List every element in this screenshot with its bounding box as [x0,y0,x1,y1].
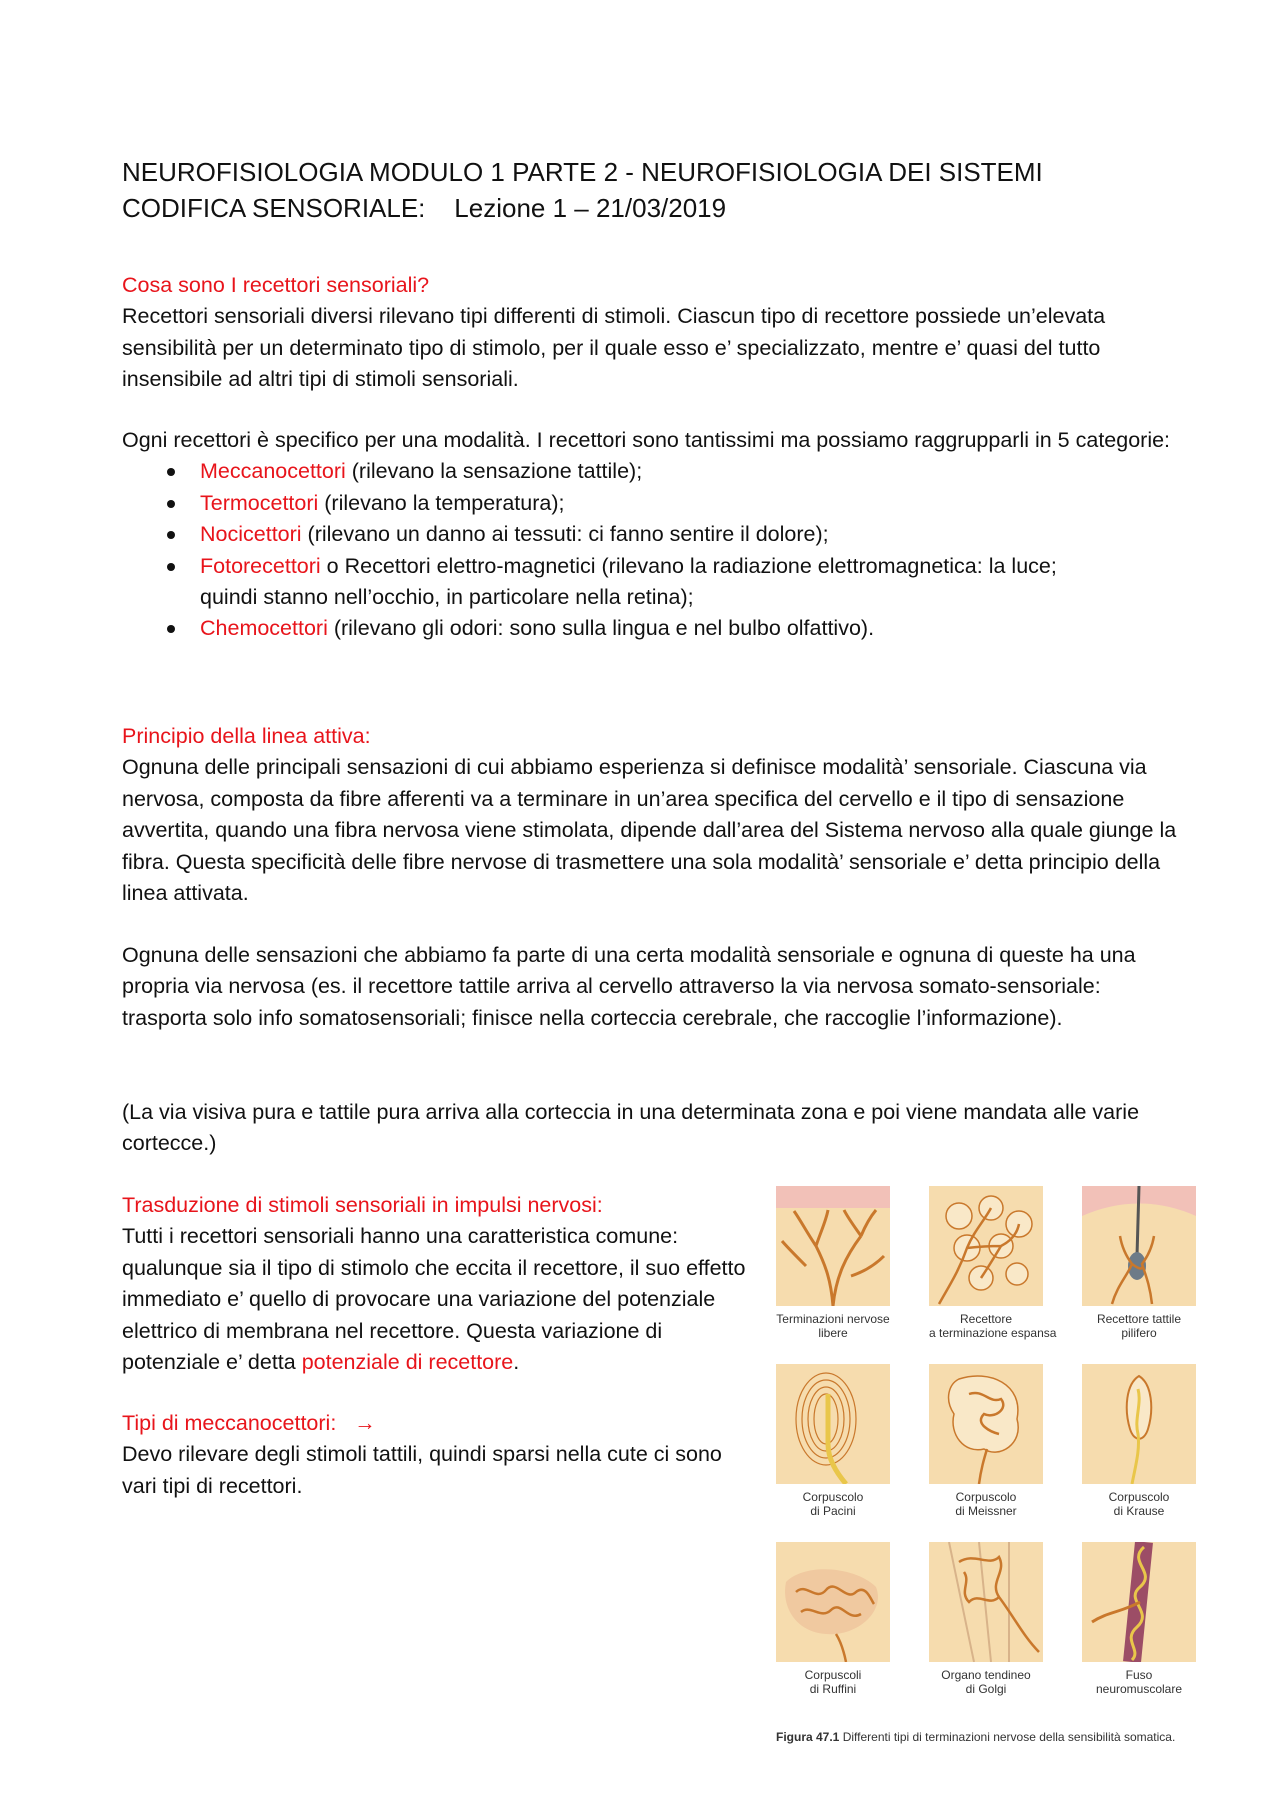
category-desc: (rilevano la temperatura); [318,490,565,515]
free-nerve-endings-illustration [776,1186,890,1306]
figure-cell [929,1186,1057,1340]
paragraph-text: Tutti i recettori sensoriali hanno una caratteristica comune: qualunque sia il tipo di stimolo che eccita il recettore, il suo effetto immediato e’ quello di provocare una variazione del potenziale elettrico di membrana nel recettore. Questa variazione di potenziale e’ detta [122,1224,746,1375]
figure-caption-text [776,1730,1196,1745]
paragraph: Ognuna delle sensazioni che abbiamo fa parte di una certa modalità sensoriale e ognuna di queste ha una propria via nervosa (es. il recettore tattile arriva al cervello attraverso la via nervosa somato-sensoriale: trasporta solo info somatosensoriali; finisce nella corteccia cerebrale, che raccoglie l’informazione). [122,943,1136,1030]
category-list [122,456,1182,644]
figure-description: Differenti tipi di terminazioni nervose della sensibilità somatica. [842,1730,1176,1744]
list-item [122,519,1182,550]
figure-caption: Fuso neuromuscolare [1095,1668,1183,1696]
figure-cell [776,1542,890,1696]
figure-caption: Corpuscoli di Ruffini [804,1668,862,1696]
figure-caption: Corpuscolo di Krause [1108,1490,1170,1518]
section-visual-tactile [122,1097,1182,1160]
paragraph-end: . [513,1350,520,1375]
figure-cell [1082,1186,1196,1340]
golgi-tendon-organ-illustration [929,1542,1043,1662]
title-line-2: CODIFICA SENSORIALE: Lezione 1 – 21/03/2019 [122,193,727,223]
section-heading: Cosa sono I recettori sensoriali? [122,273,430,297]
figure-cell [776,1364,890,1518]
section-labeled-line [122,721,1182,909]
figure-caption: Terminazioni nervose libere [776,1312,890,1340]
category-desc: (rilevano la sensazione tattile); [345,459,643,484]
section-heading: Trasduzione di stimoli sensoriali in impulsi nervosi: [122,1193,603,1217]
figure-cell [1082,1364,1196,1518]
highlight-term: potenziale di recettore [301,1350,514,1375]
ruffini-corpuscles-illustration [776,1542,890,1662]
section-heading-line [122,1408,762,1439]
paragraph [122,1221,762,1378]
list-item [122,488,1182,519]
category-desc: (rilevano gli odori: sono sulla lingua e nel bulbo olfattivo). [327,616,875,641]
paragraph: Ogni recettori è specifico per una modalità. I recettori sono tantissimi ma possiamo raggrupparli in 5 categorie: [122,428,1171,452]
paragraph: (La via visiva pura e tattile pura arriva alla corteccia in una determinata zona e poi viene mandata alle varie cortecce.) [122,1100,1140,1156]
figure-caption: Corpuscolo di Meissner [955,1490,1017,1518]
pacinian-corpuscle-illustration [776,1364,890,1484]
hair-receptor-illustration [1082,1186,1196,1306]
krause-corpuscle-illustration [1082,1364,1196,1484]
section-transduction [122,1190,762,1378]
paragraph: Ognuna delle principali sensazioni di cui abbiamo esperienza si definisce modalità’ sensoriale. Ciascuna via nervosa, composta da fibre afferenti va a terminare in un’area specifica del cervello e il tipo di sensazione avvertita, quando una fibra nervosa viene stimolata, dipende dall’area del Sistema nervoso alla quale giunge la fibra. Questa specificità delle fibre nervose di trasmettere una sola modalità’ sensoriale e’ detta principio della linea attivata. [122,755,1177,906]
muscle-spindle-illustration [1082,1542,1196,1662]
category-desc: (rilevano un danno ai tessuti: ci fanno sentire il dolore); [301,522,829,547]
figure-caption: Recettore a terminazione espansa [929,1312,1057,1340]
figure-label: Figura 47.1 [776,1730,840,1744]
list-item [122,613,1182,644]
paragraph: Recettori sensoriali diversi rilevano tipi differenti di stimoli. Ciascun tipo di recettore possiede un’elevata sensibilità per un determinato tipo di stimolo, per il quale esso e’ specializzato, mentre e’ quasi del tutto insensibile ad altri tipi di stimoli sensoriali. [122,304,1106,392]
figure-caption: Recettore tattile pilifero [1096,1312,1182,1340]
figure-cell [929,1542,1043,1696]
meissner-corpuscle-illustration [929,1364,1043,1484]
section-categories [122,425,1182,645]
category-term: Fotorecettori [200,553,321,578]
expanded-tip-receptor-illustration [929,1186,1043,1306]
section-heading: Principio della linea attiva: [122,724,371,748]
category-desc: o Recettori elettro-magnetici (rilevano la radiazione elettromagnetica: la luce; quindi stanno nell’occhio, in particolare nella retina); [200,553,1057,610]
arrow-right-icon: → [354,1411,376,1435]
figure-caption: Corpuscolo di Pacini [802,1490,864,1518]
receptor-figure [776,1186,1196,1756]
list-item [122,456,1182,487]
category-term: Termocettori [200,490,319,515]
section-modality [122,940,1182,1034]
paragraph: Devo rilevare degli stimoli tattili, quindi sparsi nella cute ci sono vari tipi di recettori. [122,1442,722,1498]
section-receptors [122,270,1182,396]
figure-cell [776,1186,890,1340]
section-heading: Tipi di meccanocettori: [122,1411,337,1435]
category-term: Nocicettori [200,522,302,547]
title-line-1: NEUROFISIOLOGIA MODULO 1 PARTE 2 - NEUROFISIOLOGIA DEI SISTEMI [122,157,1043,187]
category-term: Meccanocettori [200,459,346,484]
category-term: Chemocettori [200,616,328,641]
document-title [122,154,1043,226]
figure-caption: Organo tendineo di Golgi [941,1668,1031,1696]
figure-cell [1082,1542,1196,1696]
figure-cell [929,1364,1043,1518]
list-item [122,551,1182,614]
section-mechanoreceptors [122,1408,762,1502]
